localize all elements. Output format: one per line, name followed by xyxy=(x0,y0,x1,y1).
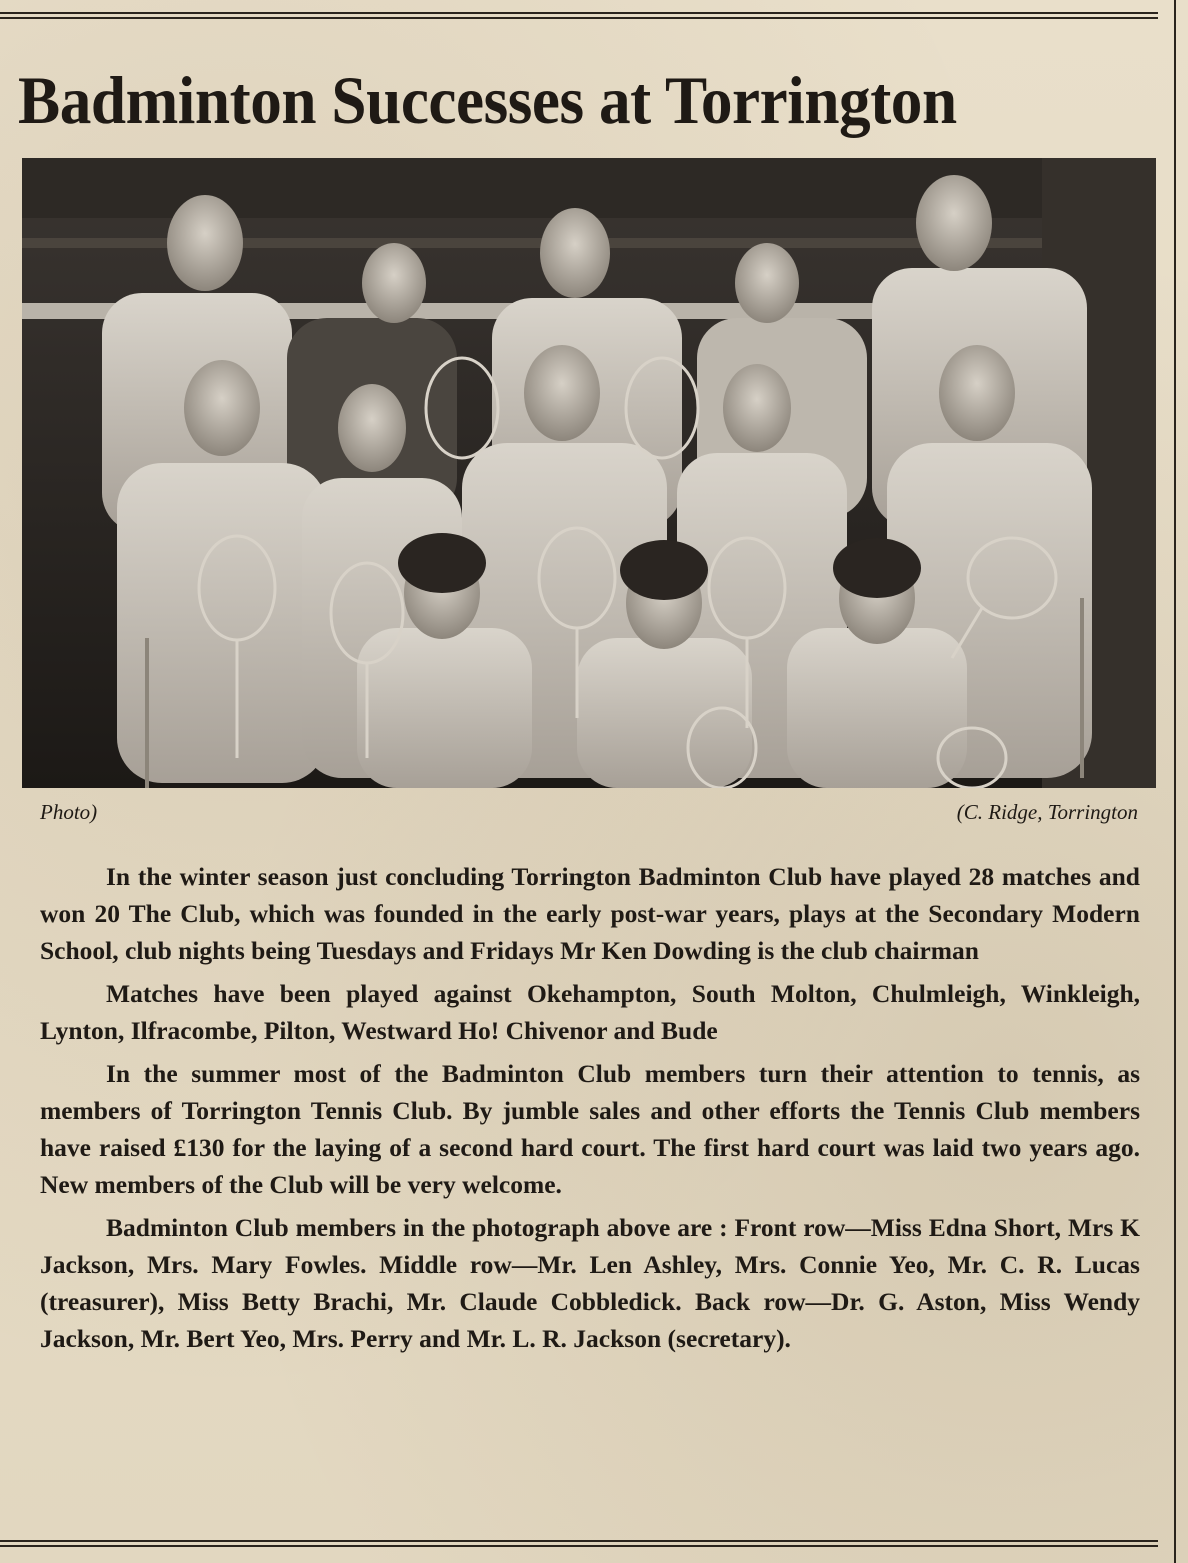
bottom-rule xyxy=(0,1540,1158,1547)
team-photograph xyxy=(22,158,1156,788)
photo-caption-label: Photo) xyxy=(40,800,98,824)
column-border-right xyxy=(1174,0,1176,1563)
top-rule xyxy=(0,12,1158,19)
headline: Badminton Successes at Torrington xyxy=(18,62,957,138)
team-photo-illustration xyxy=(22,158,1156,788)
article-paragraph: Matches have been played against Okehampton, South Molton, Chulmleigh, Winkleigh, Lynton, Ilfracombe, Pilton, Westward Ho! Chivenor and Bude xyxy=(40,979,1140,1045)
article-body xyxy=(40,858,1140,1363)
article-paragraph: In the summer most of the Badminton Club members turn their attention to tennis, as members of Torrington Tennis Club. By jumble sales and other efforts the Tennis Club members have raised £130 for the laying of a second hard court. The first hard court was laid two years ago. New members of the Club will be very welcome. xyxy=(40,1059,1140,1199)
article-paragraph: Badminton Club members in the photograph above are : Front row—Miss Edna Short, Mrs K Jackson, Mrs. Mary Fowles. Middle row—Mr. Len Ashley, Mrs. Connie Yeo, Mr. C. R. Lucas (treasurer), Miss Betty Brachi, Mr. Claude Cobbledick. Back row—Dr. G. Aston, Miss Wendy Jackson, Mr. Bert Yeo, Mrs. Perry and Mr. L. R. Jackson (secretary). xyxy=(40,1213,1140,1353)
article-paragraph: In the winter season just concluding Torrington Badminton Club have played 28 matches and won 20 The Club, which was founded in the early post-war years, plays at the Secondary Modern School, club nights being Tuesdays and Fridays Mr Ken Dowding is the club chairman xyxy=(40,862,1140,965)
front-row-figures xyxy=(357,533,967,788)
photo-credit: (C. Ridge, Torrington xyxy=(956,800,1138,824)
